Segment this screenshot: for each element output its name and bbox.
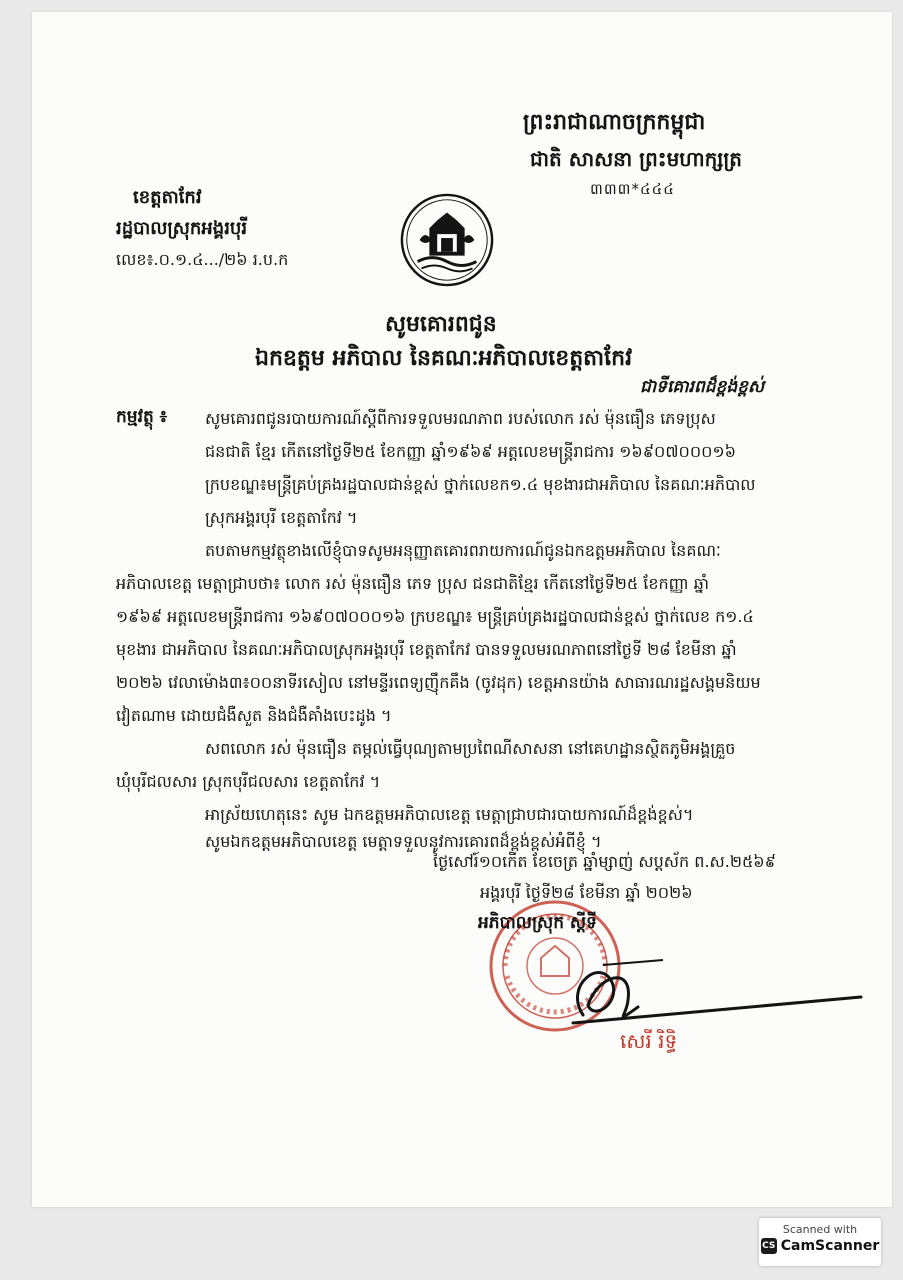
body-line: សូមឯកឧត្តមអភិបាលខេត្ត មេត្តាទទួលនូវការគោរពដ៏ខ្ពង់ខ្ពស់អំពីខ្ញុំ ។ <box>205 832 602 851</box>
subject-line: សូមគោរពជូនរបាយការណ៍ស្តីពីការទទួលមរណភាព របស់លោក រស់ ម៉ុនធឿន ភេទប្រុស <box>205 409 716 428</box>
respectfully-to: សូមគោរពជូន <box>385 312 497 337</box>
district-administration: រដ្ឋបាលស្រុកអង្គរបុរី <box>116 218 248 239</box>
body-line: មុខងារ ជាអភិបាល នៃគណៈអភិបាលស្រុកអង្គរបុរី ខេត្តតាកែវ បានទទួលមរណភាពនៅថ្ងៃទី ២៨ ខែមីនា ឆ្នាំ <box>116 640 737 659</box>
body-line: ១៩៦៩ អត្តលេខមន្ត្រីរាជការ ១៦៩០៧០០០១៦ ក្របខណ្ឌ៖ មន្ត្រីគ្រប់គ្រងរដ្ឋបាលជាន់ខ្ពស់ ថ្នាក់លេខ ក១.៤ <box>116 607 754 626</box>
watermark-top-text: Scanned with <box>782 1223 858 1236</box>
body-line: ២០២៦ វេលាម៉ោង៣៖០០នាទីរសៀល នៅមន្ទីរពេទ្យញ៉ឹកគឹង (ចូវដុក) ខេត្តអានយ៉ាង សាធារណរដ្ឋសង្គមនិយម <box>116 673 761 692</box>
body-line: វៀតណាម ដោយជំងឺសួត និងជំងឺគាំងបេះដូង ។ <box>116 706 392 725</box>
signature <box>543 945 863 1035</box>
subject-line: ក្របខណ្ឌ៖មន្ត្រីគ្រប់គ្រងរដ្ឋបាលជាន់ខ្ពស់ ថ្នាក់លេខក១.៤ មុខងារជាអភិបាល នៃគណៈអភិបាល <box>205 475 756 494</box>
kingdom-title: ព្រះរាជាណាចក្រកម្ពុជា <box>523 110 706 135</box>
body-line: ឃុំបុរីជលសារ ស្រុកបុរីជលសារ ខេត្តតាកែវ ។ <box>116 772 381 791</box>
signer-title: អភិបាលស្រុក ស្តីទី <box>478 913 597 933</box>
subject-label: កម្មវត្ថុ ៖ <box>116 407 168 427</box>
highest-respect: ជាទីគោរពដ៏ខ្ពង់ខ្ពស់ <box>640 377 765 397</box>
body-line: អាស្រ័យហេតុនេះ សូម ឯកឧត្តមអភិបាលខេត្ត មេត្តាជ្រាបជារបាយការណ៍ដ៏ខ្ពង់ខ្ពស់។ <box>205 805 694 824</box>
subject-line: ជនជាតិ ខ្មែរ កើតនៅថ្ងៃទី២៥ ខែកញ្ញា ឆ្នាំ១៩៦៩ អត្តលេខមន្ត្រីរាជការ ១៦៩០៧០០០១៦ <box>205 442 736 461</box>
solar-date: អង្គរបុរី ថ្ងៃទី២៨ ខែមីនា ឆ្នាំ ២០២៦ <box>480 883 693 902</box>
body-line: អភិបាលខេត្ត មេត្តាជ្រាបថា៖ លោក រស់ ម៉ុនធឿន ភេទ ប្រុស ជនជាតិខ្មែរ កើតនៅថ្ងៃទី២៥ ខែកញ្ញា ឆ្នាំ <box>116 574 709 593</box>
signer-name: សេរី រិទ្ធិ <box>620 1029 678 1053</box>
motto-ornament: ៣៣៣*៤៤៤ <box>590 180 675 198</box>
lunar-date: ថ្ងៃសៅរ៍១០កើត ខែចេត្រ ឆ្នាំម្សាញ់ សប្តស័ក ព.ស.២៥៦៩ <box>433 852 776 871</box>
body-line: សពលោក រស់ ម៉ុនធឿន តម្កល់ធ្វើបុណ្យតាមប្រពៃណីសាសនា នៅគេហដ្ឋានស្ថិតភូមិអង្គគ្រួច <box>205 739 736 758</box>
watermark-brand: CamScanner <box>780 1238 880 1254</box>
camscanner-watermark <box>759 1218 881 1266</box>
emblem-logo <box>398 191 496 289</box>
recipient-title: ឯកឧត្តម អភិបាល នៃគណៈអភិបាលខេត្តតាកែវ <box>255 346 633 371</box>
camscanner-logo-icon: CS <box>761 1238 777 1254</box>
body-line: តបតាមកម្មវត្ថុខាងលើខ្ញុំបាទសូមអនុញ្ញាតគោរពរាយការណ៍ជូនឯកឧត្តមអភិបាល នៃគណៈ <box>205 541 721 560</box>
subject-line: ស្រុកអង្គរបុរី ខេត្តតាកែវ ។ <box>205 508 358 527</box>
province-name: ខេត្តតាកែវ <box>133 187 202 208</box>
reference-number: លេខ៖.០.១.៤.../២៦ រ.ប.ក <box>116 250 289 269</box>
national-motto: ជាតិ សាសនា ព្រះមហាក្សត្រ <box>530 147 742 171</box>
